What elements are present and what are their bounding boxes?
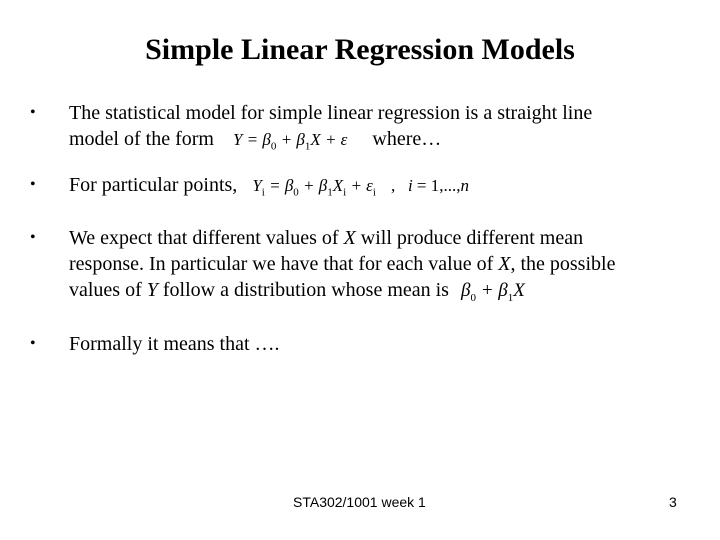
bullet-line-2: [69, 126, 690, 159]
bullet-dot: •: [30, 335, 36, 352]
footer-page-number: 3: [669, 494, 677, 510]
bullet-line-2: [69, 251, 690, 277]
mean-equation: $\beta_0 + \beta_1X$: [460, 280, 525, 304]
footer-course: STA302/1001 week 1: [293, 494, 426, 510]
variable-x: X: [343, 227, 356, 249]
text-segment: We expect that different values of: [69, 227, 344, 249]
bullet-particular-points: [30, 172, 690, 205]
bullet-line-1: [69, 225, 690, 251]
bullet-dot: •: [30, 104, 36, 121]
bullet-text: [69, 100, 690, 159]
text-segment: follow a distribution whose mean is: [157, 279, 449, 301]
bullet-dot: •: [30, 176, 36, 193]
bullet-text: Formally it means that ….: [69, 333, 280, 355]
bullet-text: [69, 172, 690, 205]
text-segment: , the possible: [510, 253, 616, 275]
bullet-formally: [30, 331, 690, 357]
bullet-model-definition: [30, 100, 690, 159]
slide-title: Simple Linear Regression Models: [145, 33, 575, 66]
text-segment: values of: [69, 279, 147, 301]
text-segment: response. In particular we have that for each value of: [69, 253, 499, 275]
index-range-equation: , i = 1,...,n: [390, 176, 470, 195]
variable-y: Y: [146, 279, 158, 301]
bullet-line-2-post: where…: [372, 128, 442, 150]
variable-x: X: [498, 253, 511, 275]
bullet-text-label: For particular points,: [69, 174, 238, 196]
bullet-line-1: The statistical model for simple linear regression is a straight line: [69, 102, 593, 124]
bullet-line-2-pre: model of the form: [69, 128, 214, 150]
bullet-line-3: [69, 277, 690, 311]
model-equation: $Y = \beta_0 + \beta_1X + \varepsilon$: [232, 130, 348, 153]
text-segment: will produce different mean: [355, 227, 584, 249]
bullet-mean-response: [30, 225, 690, 311]
bullet-dot: •: [30, 229, 36, 246]
points-equation: $Y_i = \beta_0 + \beta_1X_i + \varepsilon_i$: [252, 176, 376, 199]
bullet-text: [69, 225, 690, 311]
